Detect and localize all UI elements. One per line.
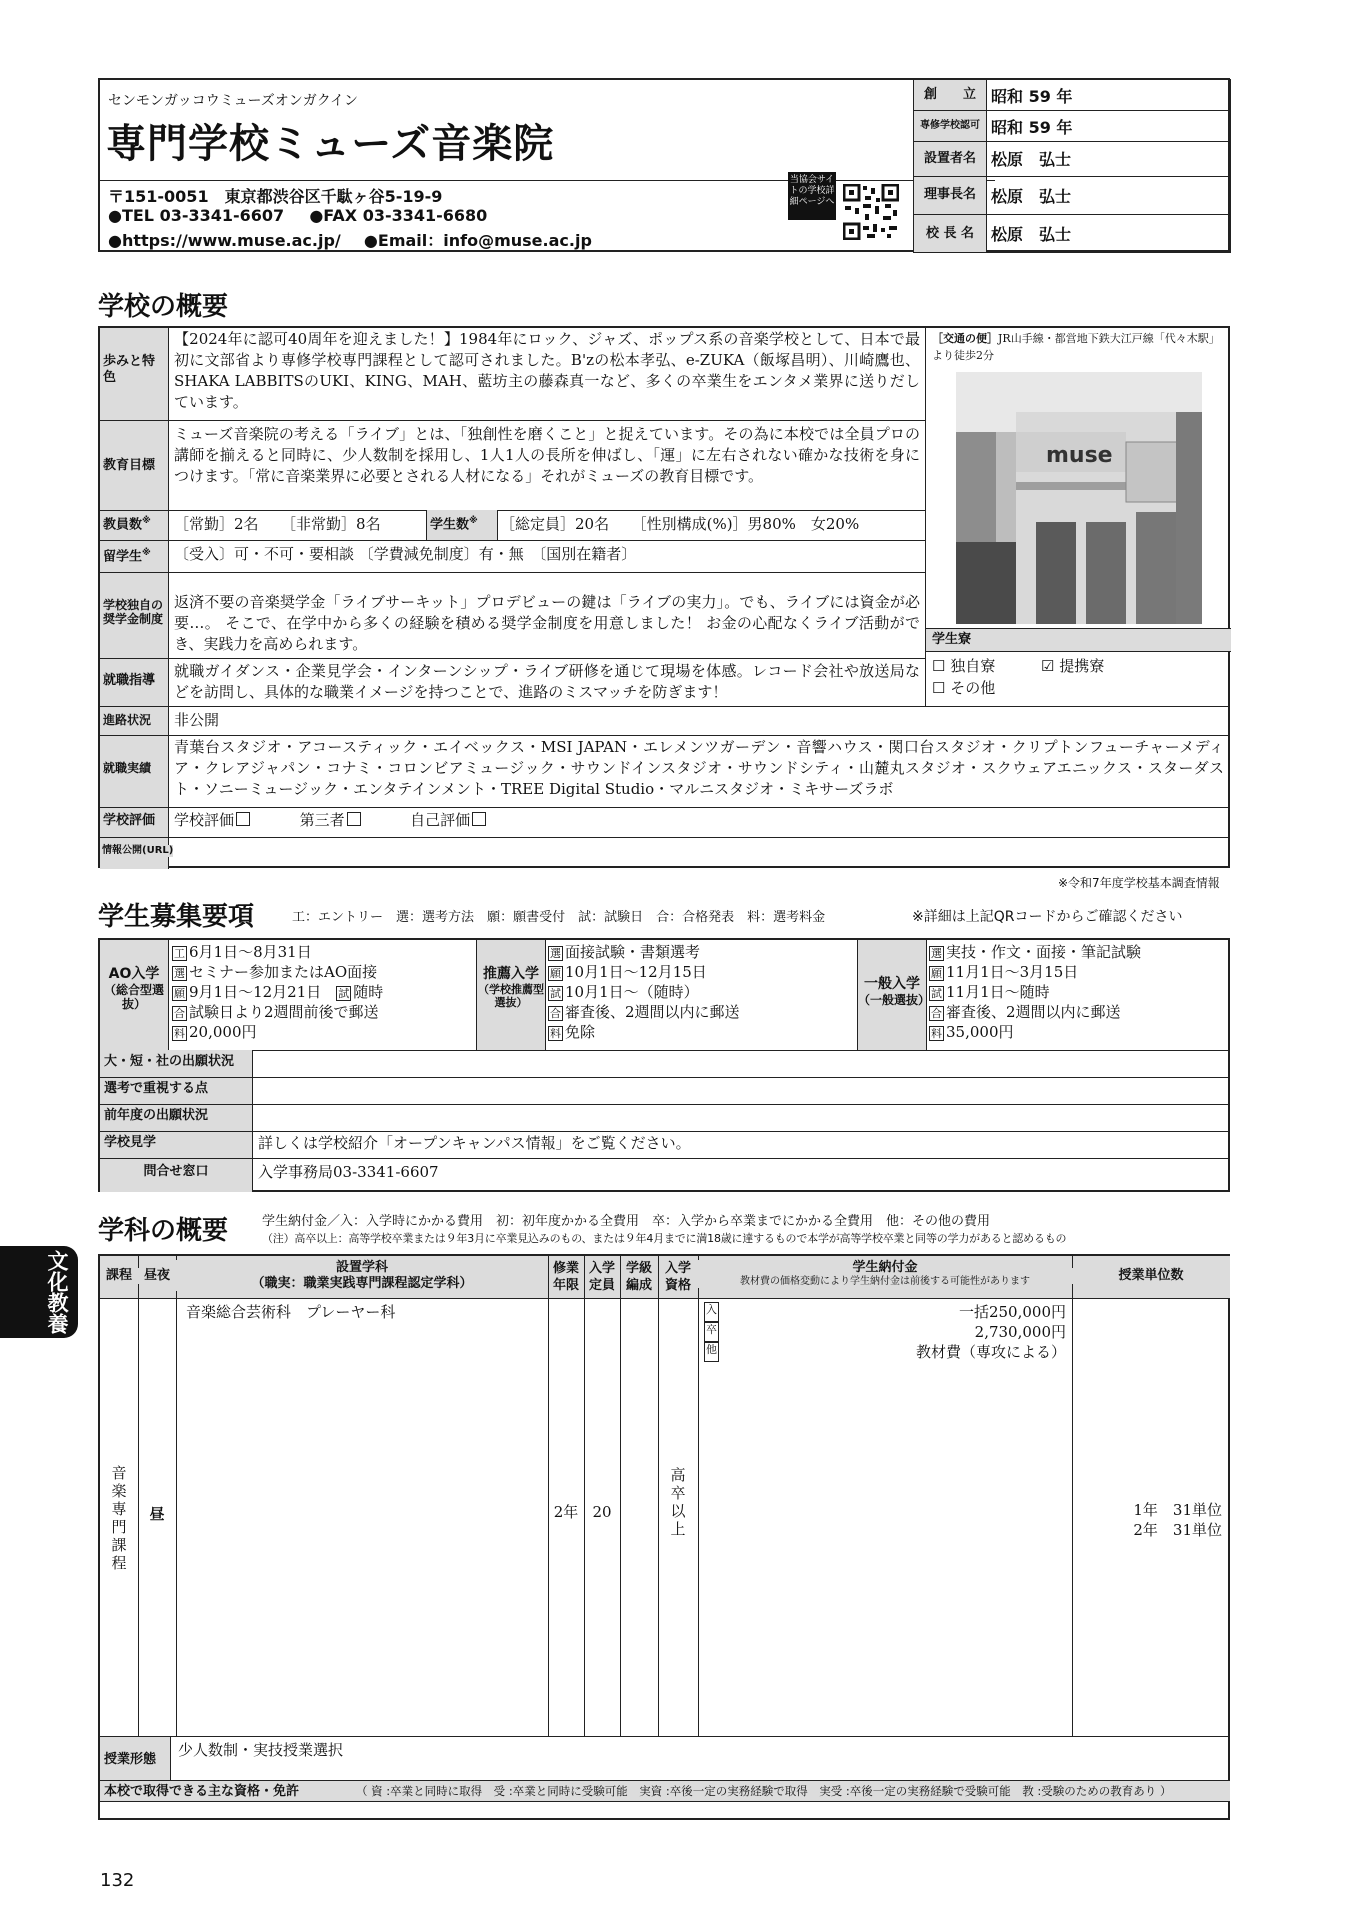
scholarship-text: 返済不要の音楽奨学金「ライブサーキット」プロデビューの鍵は「ライブの実力」。でも、ライブには資金が必要…。 そこで、在学中から多くの経験を積める奨学金制度を用意しました！ お金の心配なくライブ活動ができ、実践力を高められます。: [174, 593, 920, 653]
class-style-label: 授業形態: [104, 1752, 157, 1767]
admission-row-label: 問合せ窓口: [100, 1164, 252, 1180]
website-link[interactable]: ●https://www.muse.ac.jp/: [108, 231, 341, 250]
school-info-table: [913, 79, 1231, 253]
departments-legend-1: 学生納付金／入：入学時にかかる費用 初：初年度かかる全費用 卒：入学から卒業までにかかる全費用 他：その他の費用: [262, 1214, 991, 1229]
col-capacity: 入学定員: [586, 1260, 618, 1294]
eval-checkbox: [236, 812, 250, 826]
students-label: 学生数※: [430, 516, 478, 533]
dept-capacity: 20: [592, 1503, 612, 1521]
info-value: 松原 弘士: [987, 176, 1231, 214]
fax: ●FAX 03-3341-6680: [309, 206, 488, 225]
departments-title: 学科の概要: [98, 1216, 229, 1246]
header-box: [98, 78, 1230, 252]
dorm-label: 学生寮: [932, 632, 972, 647]
career-guide-text: 就職ガイダンス・企業見学会・インターンシップ・ライブ研修を通じて現場を体感。レコード会社や放送局などを訪問し、具体的な職業イメージを持つことで、進路のミスマッチを防ぎます！: [174, 662, 920, 701]
col-course: 課程: [100, 1268, 138, 1284]
dorm-option: ☐ その他: [932, 679, 996, 697]
departments-box: [98, 1254, 1230, 1820]
gen-schedule: 選 実技・作文・面接・筆記試験 願 11月1日～3月15日 試 11月1日～随時 合 審査後、2週間以内に郵送 料 35,000円: [931, 943, 1142, 1041]
units-list: 1年 31単位 2年 31単位: [1133, 1501, 1222, 1539]
school-kana: センモンガッコウミューズオンガクイン: [108, 93, 359, 109]
rec-label: 推薦入学 （学校推薦型選抜）: [478, 966, 544, 1009]
admission-row-label: 選考で重視する点: [104, 1081, 209, 1096]
info-value: 松原 弘士: [987, 142, 1231, 176]
info-label: 校 長 名: [914, 214, 987, 252]
gen-label: 一般入学 （一般選抜）: [858, 976, 931, 1007]
teachers-text: ［常勤］2名 ［非常勤］8名: [174, 515, 381, 533]
eval-checkbox: [472, 812, 486, 826]
school-building-photo: [956, 372, 1202, 624]
admission-row-label: 学校見学: [104, 1135, 157, 1150]
school-name: 専門学校ミューズ音楽院: [106, 121, 555, 167]
tel: ●TEL 03-3341-6607: [108, 206, 285, 225]
dept-name: 音楽総合芸術科 プレーヤー科: [186, 1303, 396, 1321]
qr-note-badge: 当協会サイトの学校詳細ページへ: [788, 172, 836, 220]
info-value: 昭和 59 年: [987, 80, 1231, 111]
col-dept: 設置学科 （職実：職業実践専門課程認定学科）: [176, 1260, 548, 1291]
course-name: 音楽専門課程: [111, 1464, 127, 1572]
admission-box: [98, 938, 1230, 1192]
scholarship-label: 学校独自の奨学金制度: [103, 598, 164, 627]
source-note: ※令和7年度学校基本調査情報: [1058, 876, 1220, 890]
admission-row-value: 詳しくは学校紹介「オープンキャンパス情報」をご覧ください。: [258, 1134, 691, 1152]
overview-title: 学校の概要: [98, 292, 229, 322]
progress-text: 非公開: [174, 711, 220, 729]
admission-row-value: 入学事務局03-3341-6607: [258, 1163, 439, 1181]
eval-checkbox: [347, 812, 361, 826]
info-label: 理事長名: [914, 176, 987, 214]
overview-box: [98, 326, 1230, 868]
placement-label: 就職実績: [103, 761, 152, 775]
placement-text: 青葉台スタジオ・アコースティック・エイベックス・MSI JAPAN・エレメンツガーデン・音響ハウス・関口台スタジオ・クリプトンフューチャーメディア・クレアジャパン・コナミ・コロンビアミュージック・サウンドインスタジオ・サウンドシティ・山麓丸スタジオ・スクウェアエニックス・スターダスト・ソニーミュージック・エンタテインメント・TREE Digital Studio・マルニスタジオ・ミキサーズラボ: [174, 738, 1224, 798]
progress-label: 進路状況: [103, 713, 152, 727]
dept-years: 2年: [553, 1503, 579, 1521]
side-tab: 文化教養: [0, 1246, 78, 1338]
access-info: ［交通の便］JR山手線・都営地下鉄大江戸線「代々木駅」より徒歩2分: [932, 332, 1220, 362]
intl-text: 〔受入〕可・不可・要相談 〔学費減免制度〕有・無 〔国別在籍者〕: [174, 545, 637, 563]
ao-label: AO入学 （総合型選抜）: [100, 966, 168, 1012]
eval-label: 学校評価: [103, 813, 156, 828]
features-label: 歩みと特色: [103, 354, 163, 385]
col-fee: 学生納付金 教材費の価格変動により学生納付金は前後する可能性があります: [698, 1260, 1072, 1288]
admission-note: ※詳細は上記QRコードからご確認ください: [912, 909, 1183, 925]
info-label: 創 立: [914, 80, 987, 111]
info-label: 専修学校認可: [914, 111, 987, 142]
teachers-label: 教員数※: [103, 516, 151, 533]
info-label: 設置者名: [914, 142, 987, 176]
dorm-option: ☐ 独自寮: [932, 657, 996, 675]
class-style-text: 少人数制・実技授業選択: [178, 1741, 344, 1759]
email-link[interactable]: ●Email：info@muse.ac.jp: [363, 231, 592, 250]
eval-items: 学校評価 第三者 自己評価: [174, 810, 486, 831]
address: 〒151-0051 東京都渋谷区千駄ヶ谷5-19-9: [108, 187, 443, 206]
admission-row-label: 大・短・社の出願状況: [104, 1054, 235, 1069]
photo-sign-text: muse: [1046, 443, 1113, 468]
info-value: 昭和 59 年: [987, 111, 1231, 142]
ao-schedule: 工 6月1日～8月31日 選 セミナー参加またはAO面接 願 9月1日～12月21日 試 随時 合 試験日より2週間前後で郵送 料 20,000円: [174, 943, 384, 1041]
admission-legend: 工：エントリー 選：選考方法 願：願書受付 試：試験日 合：合格発表 料：選考料金: [292, 910, 826, 925]
col-grade: 学級編成: [622, 1260, 656, 1294]
day-night: 昼: [149, 1505, 165, 1523]
col-qual: 入学資格: [660, 1260, 696, 1294]
col-years: 修業年限: [550, 1260, 582, 1294]
goals-label: 教育目標: [103, 458, 163, 474]
students-text: ［総定員］20名 ［性別構成(%)］男80% 女20%: [500, 515, 860, 533]
page-number: 132: [100, 1870, 135, 1891]
col-daynight: 昼夜: [138, 1268, 176, 1284]
admission-title: 学生募集要項: [98, 902, 255, 932]
qualify-label: 本校で取得できる主な資格・免許: [104, 1784, 300, 1799]
departments-legend-2: （注）高卒以上：高等学校卒業または９年3月に卒業見込みのもの、または９年4月までに満18歳に達するもので本学が高等学校卒業と同等の学力があると認めるもの: [262, 1232, 1067, 1245]
fee-list: 入 一括250,000円 卒 2,730,000円 他 教材費（専攻による）: [706, 1303, 1066, 1361]
qualify-legend: （ 資 :卒業と同時に取得 受 :卒業と同時に受験可能 実資 :卒後一定の実務経験で取得 実受 :卒後一定の実務経験で受験可能 教 :受験のための教育あり ）: [356, 1784, 1172, 1798]
dorm-option: ☑ 提携寮: [1041, 657, 1105, 675]
features-text: 【2024年に認可40周年を迎えました！】1984年にロック、ジャズ、ポップス系の音楽学校として、日本で最初に文部省より専修学校専門課程として認可されました。B'zの松本孝弘、e-ZUKA（飯塚昌明）、川崎鷹也、SHAKA LABBITSのUKI、KING、MAH、藍坊主の藤森真一など、多くの卒業生をエンタメ業界に送りだしています。: [174, 330, 920, 411]
rec-schedule: 選 面接試験・書類選考 願 10月1日～12月15日 試 10月1日～（随時） 合 審査後、2週間以内に郵送 料 免除: [550, 943, 740, 1041]
info-value: 松原 弘士: [987, 214, 1231, 252]
intl-label: 留学生※: [103, 548, 151, 565]
qr-code-icon[interactable]: [843, 184, 899, 240]
dept-qualification: 高卒以上: [670, 1466, 686, 1538]
goals-text: ミューズ音楽院の考える「ライブ」とは、「独創性を磨くこと」と捉えています。その為に本校では全員プロの講師を揃えると同時に、少人数制を採用し、1人1人の長所を伸ばし、「運」に左右されない確かな技術を身につけます。「常に音楽業界に必要とされる人材になる」それがミューズの教育目標です。: [174, 425, 920, 485]
admission-row-label: 前年度の出願状況: [104, 1108, 209, 1123]
disclosure-label: 情報公開(URL): [102, 845, 174, 856]
career-guide-label: 就職指導: [103, 673, 156, 688]
col-units: 授業単位数: [1072, 1268, 1230, 1284]
